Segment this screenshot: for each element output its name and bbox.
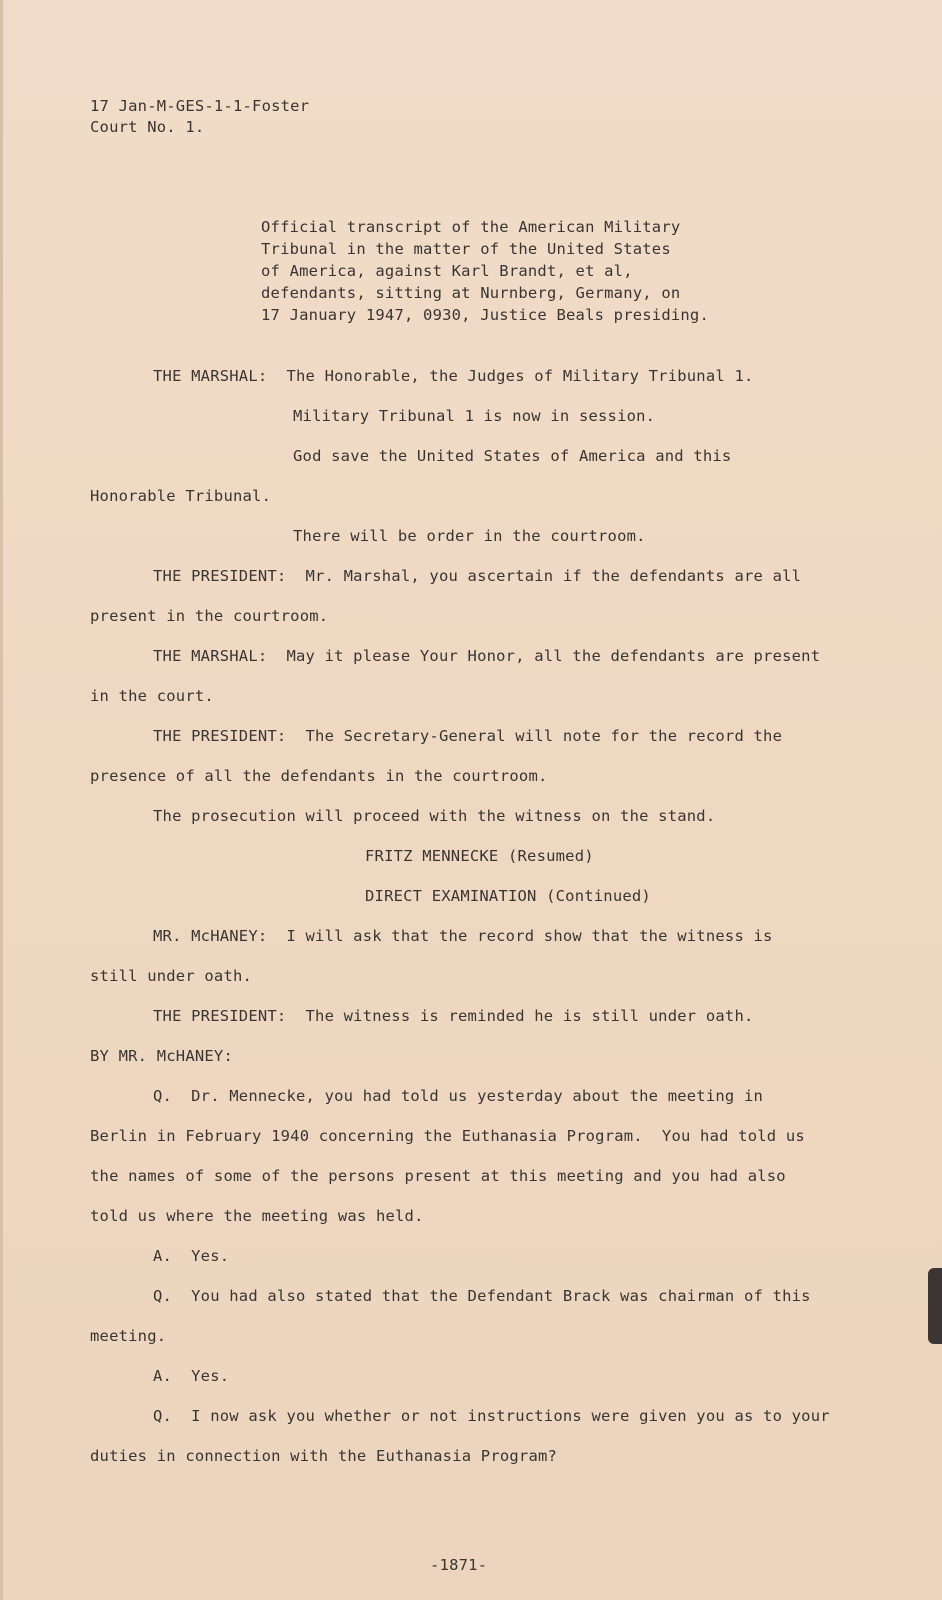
transcript-line: THE MARSHAL: The Honorable, the Judges of Military Tribunal 1.: [153, 367, 754, 385]
transcript-line: A. Yes.: [153, 1367, 230, 1385]
transcript-line: THE PRESIDENT: The Secretary-General will note for the record the: [153, 727, 783, 745]
caption-line: defendants, sitting at Nurnberg, Germany, on: [261, 284, 681, 302]
transcript-line: BY MR. McHANEY:: [90, 1047, 233, 1065]
caption-line: Tribunal in the matter of the United States: [261, 240, 671, 258]
transcript-line: A. Yes.: [153, 1247, 230, 1265]
transcript-line: THE PRESIDENT: The witness is reminded he is still under oath.: [153, 1007, 754, 1025]
header-court: Court No. 1.: [90, 118, 205, 136]
transcript-line: God save the United States of America and this: [293, 447, 732, 465]
header-reference: 17 Jan-M-GES-1-1-Foster: [90, 97, 310, 115]
transcript-line: Q. You had also stated that the Defendant Brack was chairman of this: [153, 1287, 811, 1305]
transcript-line: presence of all the defendants in the courtroom.: [90, 767, 548, 785]
caption-line: of America, against Karl Brandt, et al,: [261, 262, 633, 280]
transcript-line: told us where the meeting was held.: [90, 1207, 424, 1225]
transcript-line: duties in connection with the Euthanasia Program?: [90, 1447, 558, 1465]
transcript-line: THE MARSHAL: May it please Your Honor, all the defendants are present: [153, 647, 821, 665]
transcript-line: MR. McHANEY: I will ask that the record show that the witness is: [153, 927, 773, 945]
transcript-line: There will be order in the courtroom.: [293, 527, 646, 545]
page-number: -1871-: [430, 1556, 488, 1574]
transcript-line: still under oath.: [90, 967, 253, 985]
transcript-line: the names of some of the persons present at this meeting and you had also: [90, 1167, 786, 1185]
transcript-line: meeting.: [90, 1327, 167, 1345]
transcript-line: The prosecution will proceed with the witness on the stand.: [153, 807, 716, 825]
transcript-line: in the court.: [90, 687, 214, 705]
transcript-line: THE PRESIDENT: Mr. Marshal, you ascertain if the defendants are all: [153, 567, 802, 585]
caption-line: 17 January 1947, 0930, Justice Beals presiding.: [261, 306, 709, 324]
witness-heading: FRITZ MENNECKE (Resumed): [365, 847, 594, 865]
caption-line: Official transcript of the American Military: [261, 218, 681, 236]
transcript-line: Q. I now ask you whether or not instructions were given you as to your: [153, 1407, 830, 1425]
page-edge-mark: [928, 1268, 942, 1344]
transcript-line: Berlin in February 1940 concerning the Euthanasia Program. You had told us: [90, 1127, 805, 1145]
transcript-line: Q. Dr. Mennecke, you had told us yesterday about the meeting in: [153, 1087, 764, 1105]
transcript-line: Honorable Tribunal.: [90, 487, 272, 505]
transcript-line: present in the courtroom.: [90, 607, 329, 625]
transcript-line: Military Tribunal 1 is now in session.: [293, 407, 656, 425]
examination-heading: DIRECT EXAMINATION (Continued): [365, 887, 651, 905]
